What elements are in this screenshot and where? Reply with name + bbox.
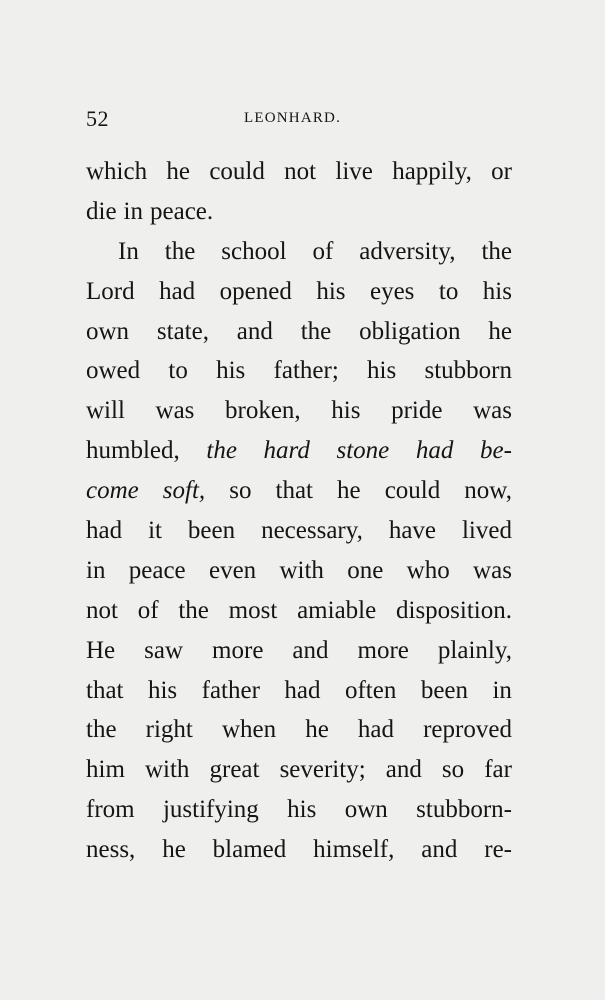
word: lived: [461, 517, 512, 545]
word: with: [279, 556, 324, 584]
word: own: [344, 796, 388, 824]
word: was: [473, 556, 512, 584]
word: eyes: [369, 277, 415, 305]
word: could: [209, 158, 265, 185]
word: in: [86, 556, 106, 584]
word: and: [292, 636, 329, 664]
word: the: [164, 237, 196, 265]
text-line: [86, 272, 512, 312]
word: stubborn-: [416, 796, 512, 824]
word: more: [212, 636, 264, 664]
word: or: [491, 158, 512, 185]
word: the: [481, 237, 512, 265]
text-line: [86, 511, 512, 551]
word: happily,: [392, 158, 472, 185]
text-line: [86, 671, 512, 711]
word: more: [357, 636, 409, 664]
text-line: [86, 750, 512, 790]
text-line: [86, 351, 512, 391]
text-line: [86, 551, 512, 591]
word: had: [159, 277, 196, 305]
text-line: [86, 232, 512, 272]
word: re-: [484, 836, 512, 864]
word: father;: [273, 357, 339, 385]
word: father: [201, 676, 260, 704]
word: have: [388, 517, 437, 545]
word: blamed: [212, 836, 287, 864]
word: that: [86, 676, 124, 704]
word: often: [344, 676, 397, 704]
word: so: [229, 477, 252, 505]
word: could: [384, 477, 441, 505]
word: him: [86, 756, 125, 784]
word: been: [420, 676, 469, 704]
word: in: [123, 197, 143, 225]
word: his: [367, 357, 397, 385]
page-header: [86, 106, 512, 130]
word: disposition.: [396, 596, 512, 624]
word: his: [482, 277, 512, 305]
italic-word: stone: [336, 437, 390, 465]
word: and: [236, 317, 273, 345]
word: great: [209, 756, 260, 784]
text-line: [86, 631, 512, 671]
word: reproved: [423, 716, 512, 744]
text-line: [86, 312, 512, 352]
word: Lord: [86, 277, 135, 305]
word: had: [284, 676, 321, 704]
word: the: [178, 596, 209, 624]
word: to: [438, 277, 459, 305]
text-line: [86, 471, 512, 511]
word: from: [86, 796, 135, 824]
word: had: [86, 517, 123, 545]
word: even: [208, 556, 257, 584]
word: so: [441, 756, 465, 784]
italic-word: hard: [263, 437, 310, 465]
word: had: [357, 716, 395, 744]
word: die: [86, 197, 117, 225]
italic-word: had: [415, 437, 454, 465]
text-line: [86, 591, 512, 631]
word: he: [305, 716, 329, 744]
word: and: [385, 756, 422, 784]
word: himself,: [313, 836, 395, 864]
word: now,: [464, 477, 512, 505]
word: he: [162, 836, 186, 864]
word: own: [86, 317, 130, 345]
word: which: [86, 158, 148, 185]
word: stubborn: [424, 357, 512, 385]
page-number: 52: [86, 106, 109, 131]
text-line: [86, 710, 512, 750]
word: far: [484, 756, 512, 784]
word: with: [144, 756, 190, 784]
word: the: [300, 317, 332, 345]
word: his: [147, 676, 178, 704]
word: in: [492, 676, 512, 704]
text-line: [86, 431, 512, 471]
body-text: [86, 152, 512, 870]
word: amiable: [297, 596, 377, 624]
word: most: [228, 596, 278, 624]
word: peace: [128, 556, 186, 584]
word: ness,: [86, 836, 136, 864]
text-line: [86, 391, 512, 431]
word: his: [216, 357, 246, 385]
word: owed: [86, 357, 141, 385]
word: his: [331, 397, 361, 425]
italic-word: come: [86, 477, 139, 505]
italic-word: soft,: [162, 477, 206, 505]
word: broken,: [225, 397, 301, 425]
word: not: [284, 158, 317, 185]
word: adversity,: [359, 237, 456, 265]
word: been: [187, 517, 236, 545]
word: and: [421, 836, 458, 864]
word: opened: [219, 277, 292, 305]
word: will: [86, 397, 125, 425]
word: In: [118, 237, 139, 265]
word: when: [221, 716, 277, 744]
word: justifying: [162, 796, 259, 824]
word: he: [166, 158, 191, 185]
word: one: [347, 556, 384, 584]
text-line: [86, 830, 512, 870]
word: his: [316, 277, 346, 305]
word: state,: [156, 317, 209, 345]
word: was: [155, 397, 195, 425]
word: that: [275, 477, 313, 505]
italic-word: the: [206, 437, 237, 465]
word: of: [312, 237, 334, 265]
running-head: LEONHARD.: [244, 110, 342, 126]
word: was: [473, 397, 512, 425]
word: obligation: [359, 317, 461, 345]
word: school: [221, 237, 287, 265]
word: He: [86, 636, 116, 664]
word: he: [337, 477, 361, 505]
word: saw: [144, 636, 184, 664]
word: peace.: [150, 197, 214, 225]
word: it: [148, 517, 162, 545]
word: to: [168, 357, 188, 385]
italic-word: be-: [480, 437, 512, 465]
text-line: [86, 152, 512, 192]
word: not: [86, 596, 118, 624]
word: necessary,: [261, 517, 363, 545]
word: plainly,: [437, 636, 512, 664]
word: live: [335, 158, 373, 185]
word: right: [145, 716, 193, 744]
word: pride: [391, 397, 443, 425]
word: his: [287, 796, 317, 824]
text-line: [86, 192, 512, 232]
word: the: [86, 716, 117, 744]
word: severity;: [279, 756, 366, 784]
word: who: [406, 556, 450, 584]
word: of: [137, 596, 159, 624]
word: he: [488, 317, 512, 345]
text-line: [86, 790, 512, 830]
word: humbled,: [86, 437, 180, 465]
